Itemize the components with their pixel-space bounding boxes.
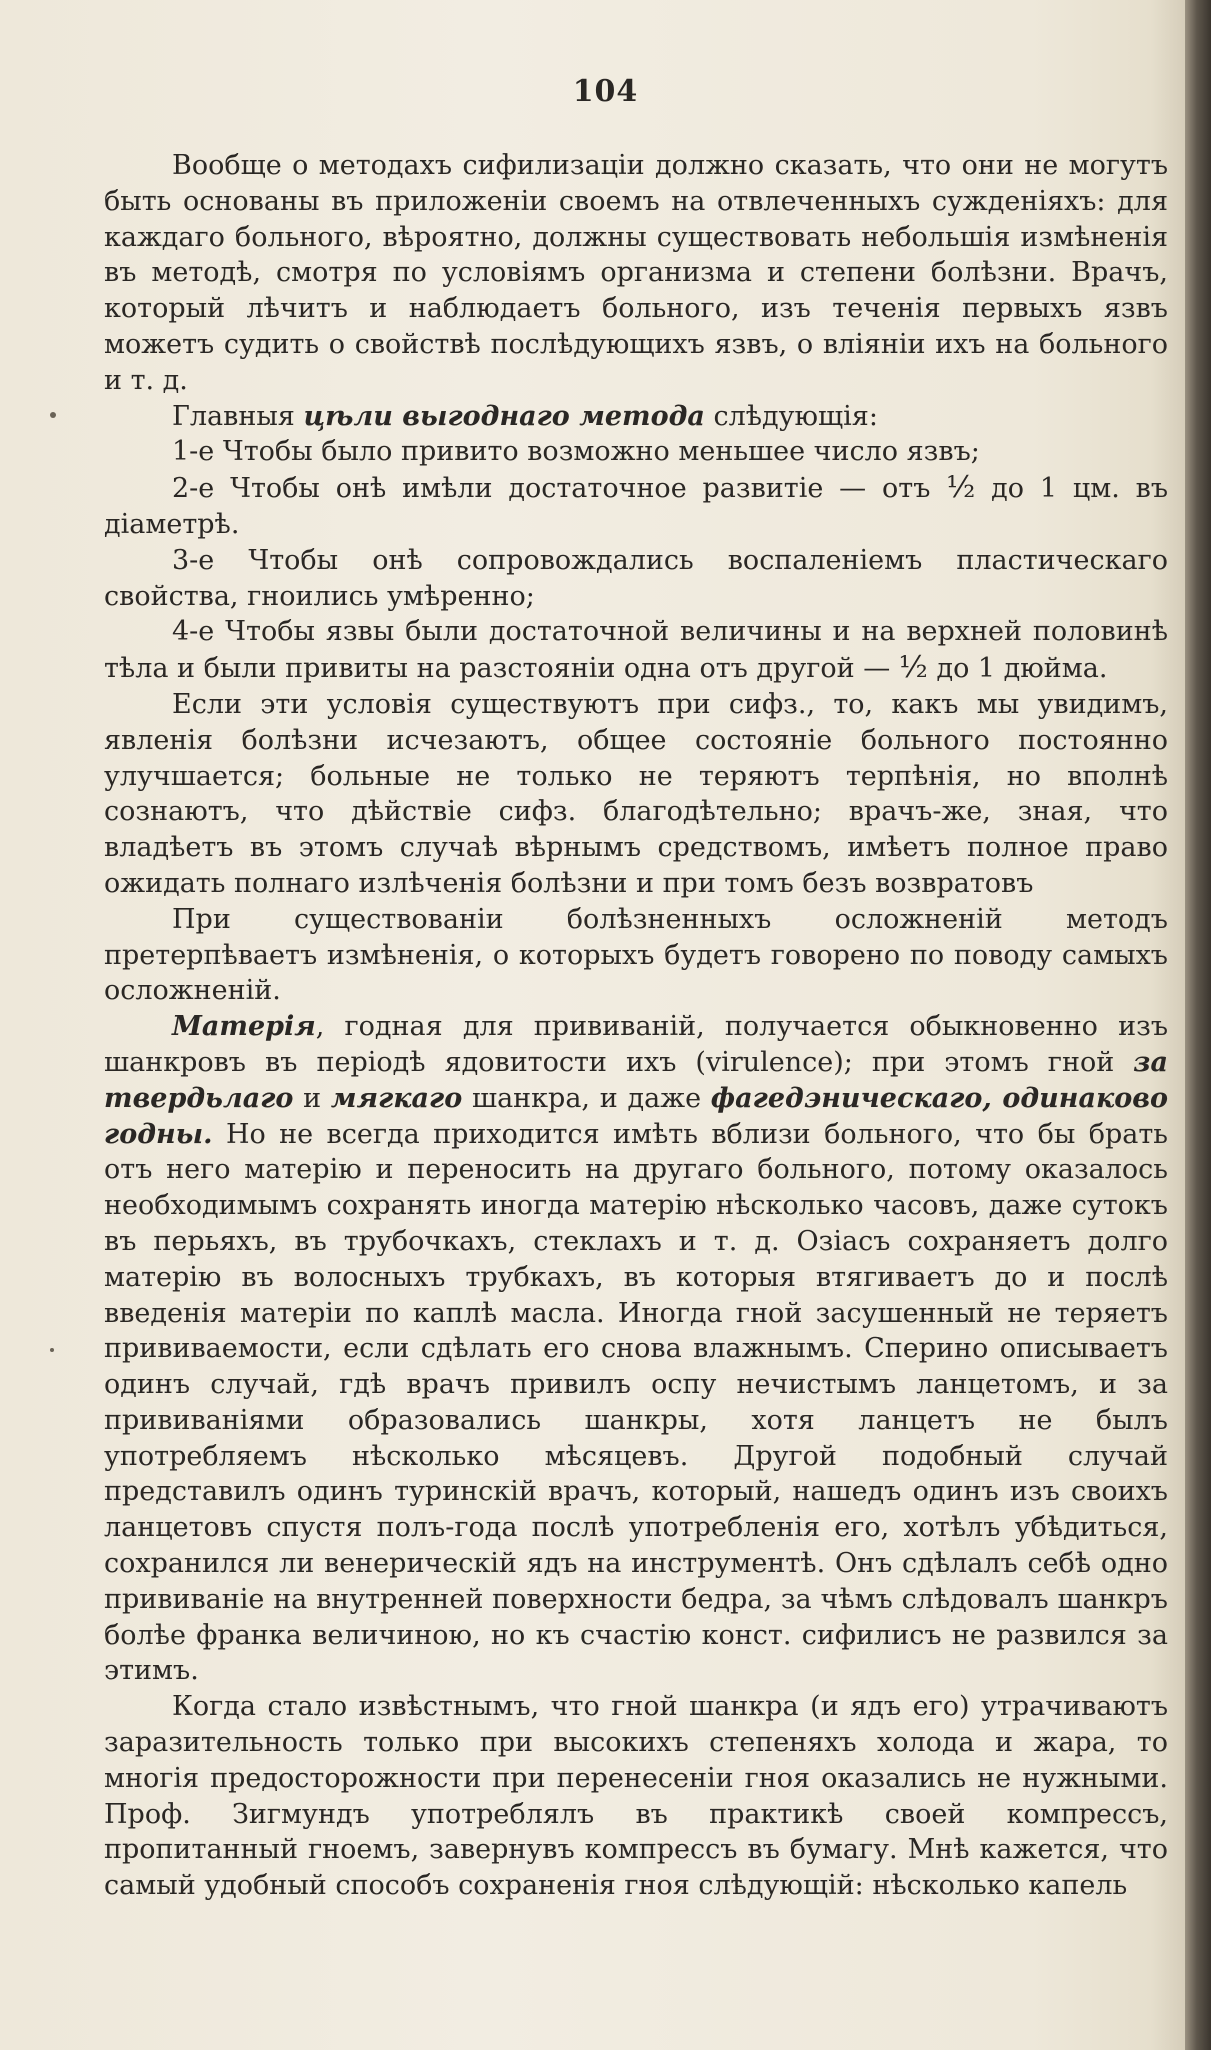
- text-run: , годная для прививаній, получается обыкновенно изъ шанкровъ въ періодѣ ядовитости ихъ (virulence); при этомъ гной: [104, 1011, 1168, 1078]
- print-speck: [50, 412, 56, 418]
- paragraph: [104, 1009, 1168, 1689]
- page-binding-edge: [1185, 0, 1211, 2050]
- text-run: 1-е Чтобы было привито возможно меньшее число язвъ;: [172, 436, 980, 468]
- paragraph: [104, 614, 1168, 687]
- text-run: слѣдующія:: [704, 400, 878, 432]
- text-run: шанкра, и даже: [462, 1082, 711, 1114]
- paragraph: [104, 1689, 1168, 1904]
- text-run: 3-е Чтобы онѣ сопровождались воспаленіемъ пластическаго свойства, гноились умѣренно;: [104, 544, 1168, 612]
- italic-text: за твердьлаго: [104, 1046, 1168, 1114]
- paragraph: [104, 434, 1168, 470]
- text-run: Но не всегда приходится имѣть вблизи больного, что бы брать отъ него матерію и переносить на другаго больного, потому оказалось необходимымъ сохранять иногда матерію нѣсколько часовъ, даже сутокъ въ перьяхъ, въ трубочкахъ, стеклахъ и т. д. Озіасъ сохраняетъ долго матерію въ волосныхъ трубкахъ, въ которыя втягиваетъ до и послѣ введенія матеріи по каплѣ масла. Иногда гной засушенный не теряетъ прививаемости, если сдѣлать его снова влажнымъ. Сперино описываетъ одинъ случай, гдѣ врачъ привилъ оспу нечистымъ ланцетомъ, и за прививаніями образовались шанкры, хотя ланцетъ не былъ употребляемъ нѣсколько мѣсяцевъ. Другой подобный случай представилъ одинъ туринскій врачъ, который, нашедъ одинъ изъ своихъ ланцетовъ спустя полъ-года послѣ употребленія его, хотѣлъ убѣдиться, сохранился ли венерическій ядъ на инструментѣ. Онъ сдѣлалъ себѣ одно прививаніе на внутренней поверхности бедра, за чѣмъ слѣдовалъ шанкръ болѣе франка величиною, но къ счастію конст. сифилисъ не развился за этимъ.: [104, 1118, 1168, 1687]
- text-run: до 1 дюйма.: [927, 653, 1108, 685]
- text-run: 4-е Чтобы язвы были достаточной величины и на верхней половинѣ тѣла и были привиты на разстояніи одна отъ другой —: [104, 616, 1168, 685]
- italic-text: мягкаго: [330, 1082, 463, 1114]
- paragraph: [104, 399, 1168, 435]
- body-text: [104, 148, 1168, 1904]
- fraction: ½: [946, 470, 976, 506]
- italic-text: Матерія: [172, 1011, 316, 1043]
- page-number: 104: [572, 74, 639, 109]
- text-run: 2-е Чтобы онѣ имѣли достаточное развитіе — отъ: [172, 473, 947, 505]
- text-run: и: [293, 1082, 331, 1114]
- paragraph: [104, 543, 1168, 615]
- paragraph: [104, 687, 1168, 902]
- text-run: до 1 цм. въ діаметрѣ.: [104, 473, 1168, 540]
- print-speck: [50, 1348, 54, 1352]
- text-run: Когда стало извѣстнымъ, что гной шанкра (и ядъ его) утрачиваютъ заразительность только при высокихъ степеняхъ холода и жара, то многія предосторожности при перенесеніи гноя оказались не нужными. Проф. Зигмундъ употреблялъ въ практикѣ своей компрессъ, пропитанный гноемъ, завернувъ компрессъ въ бумагу. Мнѣ кажется, что самый удобный способъ сохраненія гноя слѣдующій: нѣсколько капель: [104, 1691, 1168, 1902]
- italic-text: фагедэническаго, одинаково годны.: [104, 1082, 1168, 1150]
- paragraph: [104, 148, 1168, 399]
- fraction: ½: [898, 650, 928, 686]
- text-run: При существованіи болѣзненныхъ осложненій методъ претерпѣваетъ измѣненія, о которыхъ будетъ говорено по поводу самыхъ осложненій.: [104, 903, 1168, 1007]
- italic-text: цѣли выгоднаго метода: [303, 400, 705, 432]
- text-run: Если эти условія существуютъ при сифз., то, какъ мы увидимъ, явленія болѣзни исчезаютъ, общее состояніе больного постоянно улучшается; больные не только не теряютъ терпѣнія, но вполнѣ сознаютъ, что дѣйствіе сифз. благодѣтельно; врачъ-же, зная, что владѣетъ въ этомъ случаѣ вѣрнымъ средствомъ, имѣетъ полное право ожидать полнаго излѣченія болѣзни и при томъ безъ возвратовъ: [104, 688, 1168, 899]
- paragraph: [104, 470, 1168, 543]
- text-run: Вообще о методахъ сифилизаціи должно сказать, что они не могутъ быть основаны въ приложеніи своемъ на отвлеченныхъ сужденіяхъ: для каждаго больного, вѣроятно, должны существовать небольшія измѣненія въ методѣ, смотря по условіямъ организма и степени болѣзни. Врачъ, который лѣчитъ и наблюдаетъ больного, изъ теченія первыхъ язвъ можетъ судить о свойствѣ послѣдующихъ язвъ, о вліяніи ихъ на больного и т. д.: [104, 150, 1168, 396]
- text-run: Главныя: [172, 400, 304, 432]
- paragraph: [104, 902, 1168, 1009]
